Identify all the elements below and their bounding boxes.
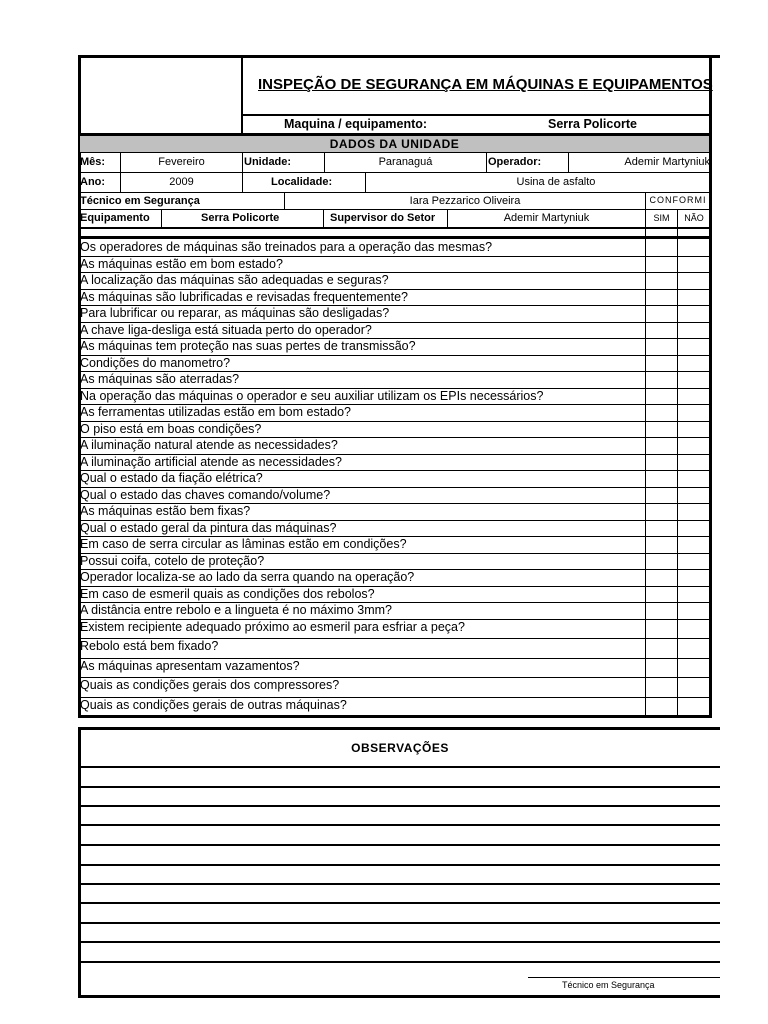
question-text: Qual o estado das chaves comando/volume? [80, 487, 331, 502]
question-text: As máquinas apresentam vazamentos? [80, 658, 300, 673]
question-row-line [80, 619, 710, 620]
answer-nao-cell[interactable] [678, 520, 709, 537]
unit-col-line [486, 152, 487, 172]
observation-line [80, 786, 720, 788]
answer-sim-cell[interactable] [646, 404, 677, 421]
question-text: Possui coifa, cotelo de proteção? [80, 553, 265, 568]
question-row-line [80, 602, 710, 603]
answer-sim-cell[interactable] [646, 454, 677, 471]
sim-label: SIM [653, 213, 670, 223]
answer-sim-cell[interactable] [646, 470, 677, 487]
observation-line [80, 922, 720, 924]
observation-line [80, 824, 720, 826]
observation-line [80, 864, 720, 866]
question-text: Em caso de esmeril quais as condições dos rebolos? [80, 586, 375, 601]
answer-nao-cell[interactable] [678, 638, 709, 658]
question-row-line [80, 256, 710, 257]
question-text: Qual o estado da fiação elétrica? [80, 471, 263, 485]
unit-row-line [80, 192, 710, 193]
answer-nao-cell[interactable] [678, 619, 709, 639]
question-row-line [80, 536, 710, 537]
question-row-line [80, 305, 710, 306]
ano-value: 2009 [169, 176, 194, 188]
answer-nao-cell[interactable] [678, 371, 709, 388]
question-row-line [80, 421, 710, 422]
answer-sim-cell[interactable] [646, 355, 677, 372]
question-text: Em caso de serra circular as lâminas estão em condições? [80, 537, 407, 551]
operador-value: Ademir Martyniuk [624, 156, 710, 168]
question-text: Os operadores de máquinas são treinados para a operação das mesmas? [80, 240, 493, 254]
answer-sim-cell[interactable] [646, 520, 677, 537]
answer-sim-cell[interactable] [646, 305, 677, 322]
answer-sim-cell[interactable] [646, 677, 677, 697]
observation-line [80, 766, 720, 768]
answer-nao-cell[interactable] [678, 355, 709, 372]
answer-sim-cell[interactable] [646, 586, 677, 603]
equipamento-label: Equipamento [80, 212, 150, 224]
localidade-value: Usina de asfalto [516, 176, 596, 188]
unidade-label: Unidade: [244, 156, 292, 168]
machine-label: Maquina / equipamento: [284, 117, 428, 131]
question-row-line [80, 658, 710, 659]
answer-nao-cell[interactable] [678, 470, 709, 487]
answer-nao-cell[interactable] [678, 421, 709, 438]
question-row-line [80, 338, 710, 339]
question-text: Qual o estado geral da pintura das máquinas? [80, 520, 337, 535]
obs-border-top [78, 727, 720, 730]
question-row-line [80, 388, 710, 389]
question-text: Condições do manometro? [80, 355, 231, 370]
question-text: Operador localiza-se ao lado da serra quando na operação? [80, 570, 415, 584]
answer-nao-cell[interactable] [678, 454, 709, 471]
question-row-line [80, 487, 710, 488]
operador-label: Operador: [488, 156, 542, 168]
answer-nao-cell[interactable] [678, 487, 709, 504]
question-text: A distância entre rebolo e a lingueta é no máximo 3mm? [80, 603, 392, 617]
obs-border-bottom [78, 995, 720, 998]
observation-line [80, 961, 720, 963]
answer-nao-cell[interactable] [678, 553, 709, 570]
answer-sim-cell[interactable] [646, 536, 677, 553]
answer-nao-cell[interactable] [678, 388, 709, 405]
mes-label: Mês: [80, 156, 106, 168]
conformidade-label: CONFORMI [649, 195, 707, 205]
question-text: Quais as condições gerais dos compressores? [80, 678, 340, 692]
question-text: Existem recipiente adequado próximo ao esmeril para esfriar a peça? [80, 619, 465, 634]
question-row-line [80, 470, 710, 471]
unit-row-line [80, 227, 710, 229]
question-text: Para lubrificar ou reparar, as máquinas são desligadas? [80, 306, 390, 320]
title-underline-rule [243, 114, 709, 116]
answer-sim-cell[interactable] [646, 487, 677, 504]
answer-nao-cell[interactable] [678, 569, 709, 586]
answer-sim-cell[interactable] [646, 338, 677, 355]
observation-line [80, 805, 720, 807]
unit-col-line [568, 152, 569, 172]
question-text: As ferramentas utilizadas estão em bom estado? [80, 405, 351, 419]
unit-col-line [323, 209, 324, 227]
answer-nao-cell[interactable] [678, 272, 709, 289]
questions-bottom-rule [78, 715, 712, 718]
nao-label: NÃO [684, 213, 704, 223]
question-text: A iluminação natural atende as necessidades? [80, 438, 338, 452]
observation-line [80, 941, 720, 943]
answer-nao-cell[interactable] [678, 658, 709, 678]
question-text: As máquinas estão em bom estado? [80, 256, 283, 271]
observation-line [80, 883, 720, 885]
supervisor-value: Ademir Martyniuk [503, 212, 590, 224]
answer-sim-cell[interactable] [646, 619, 677, 639]
question-row-line [80, 355, 710, 356]
answer-nao-cell[interactable] [678, 256, 709, 273]
signature-line [528, 977, 720, 978]
answer-sim-cell[interactable] [646, 388, 677, 405]
answer-sim-cell[interactable] [646, 322, 677, 339]
answer-sim-cell[interactable] [646, 638, 677, 658]
question-row-line [80, 322, 710, 323]
answer-sim-cell[interactable] [646, 658, 677, 678]
unit-col-line [161, 209, 162, 227]
question-row-line [80, 503, 710, 504]
unit-row-line [80, 152, 710, 153]
question-text: Quais as condições gerais de outras máquinas? [80, 697, 347, 712]
machine-value: Serra Policorte [548, 117, 637, 131]
question-text: As máquinas estão bem fixas? [80, 504, 251, 518]
answer-sim-cell[interactable] [646, 272, 677, 289]
question-text: Na operação das máquinas o operador e seu auxiliar utilizam os EPIs necessários? [80, 388, 544, 403]
answer-sim-cell[interactable] [646, 421, 677, 438]
localidade-label: Localidade: [271, 176, 333, 188]
answer-sim-cell[interactable] [646, 239, 677, 256]
question-text: As máquinas são lubrificadas e revisadas frequentemente? [80, 289, 408, 304]
answer-sim-cell[interactable] [646, 569, 677, 586]
answer-sim-cell[interactable] [646, 371, 677, 388]
answer-nao-cell[interactable] [678, 586, 709, 603]
logo-divider [241, 55, 243, 135]
header-border-top [78, 55, 720, 58]
question-text: O piso está em boas condições? [80, 421, 262, 436]
tecnico-label: Técnico em Segurança [80, 195, 200, 207]
equipamento-value: Serra Policorte [201, 212, 280, 224]
question-text: As máquinas tem proteção nas suas pertes de transmissão? [80, 339, 416, 353]
signature-label: Técnico em Segurança [562, 980, 655, 990]
unit-row-line [80, 209, 710, 210]
answer-sim-cell[interactable] [646, 256, 677, 273]
answer-nao-cell[interactable] [678, 338, 709, 355]
question-text: Rebolo está bem fixado? [80, 639, 219, 653]
question-row-line [80, 289, 710, 290]
question-text: A chave liga-desliga está situada perto do operador? [80, 322, 372, 337]
answer-sim-cell[interactable] [646, 697, 677, 717]
question-row-line [80, 697, 710, 698]
question-text: As máquinas são aterradas? [80, 372, 240, 386]
mes-value: Fevereiro [158, 156, 205, 168]
question-row-line [80, 454, 710, 455]
question-text: A localização das máquinas são adequadas e seguras? [80, 273, 389, 287]
question-row-line [80, 586, 710, 587]
question-row-line [80, 272, 710, 273]
question-row-line [80, 677, 710, 678]
answer-nao-cell[interactable] [678, 305, 709, 322]
observation-line [80, 902, 720, 904]
observation-line [80, 844, 720, 846]
tecnico-value: Iara Pezzarico Oliveira [409, 195, 521, 207]
question-text: A iluminação artificial atende as necessidades? [80, 454, 342, 469]
question-row-line [80, 638, 710, 639]
answer-sim-cell[interactable] [646, 289, 677, 306]
answer-sim-cell[interactable] [646, 602, 677, 619]
questions-top-rule [78, 236, 712, 239]
question-row-line [80, 437, 710, 438]
answer-nao-cell[interactable] [678, 677, 709, 697]
unit-row-line [80, 172, 710, 173]
answer-nao-cell[interactable] [678, 289, 709, 306]
answer-nao-cell[interactable] [678, 404, 709, 421]
answer-nao-cell[interactable] [678, 322, 709, 339]
ano-label: Ano: [80, 176, 106, 188]
answer-nao-cell[interactable] [678, 536, 709, 553]
question-row-line [80, 553, 710, 554]
unidade-value: Paranaguá [378, 156, 433, 168]
answer-nao-cell[interactable] [678, 697, 709, 717]
question-row-line [80, 569, 710, 570]
observations-title: OBSERVAÇÕES [351, 741, 449, 755]
unit-section-title: DADOS DA UNIDADE [80, 136, 709, 152]
answer-sim-cell[interactable] [646, 437, 677, 454]
question-row-line [80, 371, 710, 372]
answer-sim-cell[interactable] [646, 553, 677, 570]
question-row-line [80, 404, 710, 405]
answer-nao-cell[interactable] [678, 437, 709, 454]
answer-nao-cell[interactable] [678, 239, 709, 256]
answer-nao-cell[interactable] [678, 503, 709, 520]
unit-col-line [242, 152, 243, 192]
answer-sim-cell[interactable] [646, 503, 677, 520]
answer-nao-cell[interactable] [678, 602, 709, 619]
question-row-line [80, 520, 710, 521]
supervisor-label: Supervisor do Setor [330, 212, 436, 224]
page-title: INSPEÇÃO DE SEGURANÇA EM MÁQUINAS E EQUIPAMENTOS [258, 76, 713, 93]
